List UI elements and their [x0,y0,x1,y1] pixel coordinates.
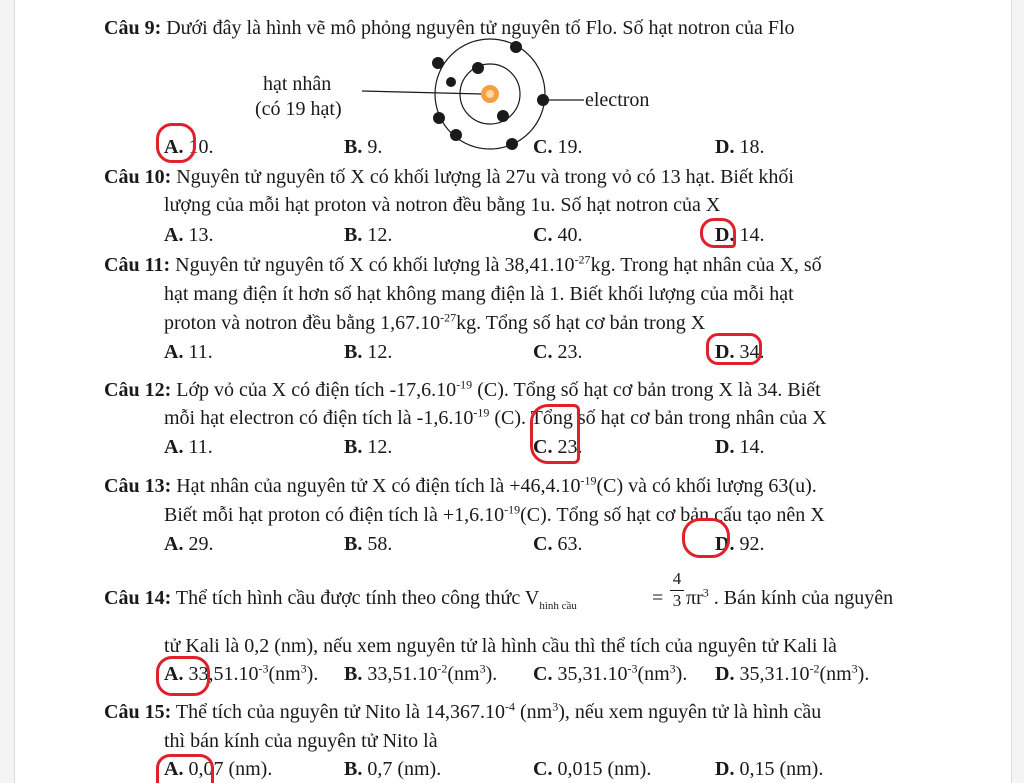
q11-option-c: C. 23. [533,341,583,363]
q14-option-d: D. $35,31.10^{-2}(nm^3)$. [715,661,870,685]
q13-option-b: B. 58. [344,533,393,555]
question-15-line2: thì bán kính của nguyên tử Nito là [164,730,438,752]
q11-option-a: A. 11. [164,341,213,363]
formula-tail: $\pi r^3$ . Bán kính của nguyên [686,585,894,609]
answer-mark-q15 [156,754,214,783]
q10-option-d: D. 14. [715,224,765,246]
electron-dot [472,62,484,74]
q12-option-a: A. 11. [164,436,213,458]
q9-option-d: D. 18. [715,136,765,158]
answer-mark-q12 [530,404,583,464]
electron-dot [537,94,549,106]
answer-mark-q9 [156,123,196,163]
q15-option-a: A. 0,07 (nm). [164,758,273,780]
electron-dot [433,112,445,124]
q15-option-d: D. 0,15 (nm). [715,758,824,780]
question-15: Câu 15: Thể tích của nguyên tử Nito là $14,367.10^{-4}$ $(nm^3)$, nếu xem nguyên tử là hình cầu [104,699,822,723]
electron-dot [497,110,509,122]
answer-mark-q11 [706,333,765,365]
nucleus-note: (có 19 hạt) [255,98,342,120]
q14-option-b: B. $33,51.10^{-2}(nm^3)$. [344,661,498,685]
q14-option-a: A. $33,51.10^{-3}(nm^3)$. [164,661,319,685]
question-9-text: Dưới đây là hình vẽ mô phỏng nguyên tử nguyên tố Flo. Số hạt notron của Flo [166,17,795,39]
q11-option-b: B. 12. [344,341,393,363]
formula-numerator: 4 [672,569,682,588]
q15-option-b: B. 0,7 (nm). [344,758,442,780]
q12-option-b: B. 12. [344,436,393,458]
question-12-line2: mỗi hạt electron có điện tích là $-1,6.10^{-19}$ (C). Tổng số hạt cơ bản trong nhân của X [164,405,827,429]
nucleus-label: hạt nhân [263,73,332,95]
question-9-label: Câu 9: [104,17,162,39]
electron-dot [506,138,518,150]
q9-option-c: C. 19. [533,136,583,158]
question-11-line2: hạt mang điện ít hơn số hạt không mang điện là 1. Biết khối lượng của mỗi hạt [164,283,794,305]
q14-option-c: C. $35,31.10^{-3}(nm^3)$. [533,661,688,685]
question-13-line2: Biết mỗi hạt proton có điện tích là $+1,6.10^{-19}(C)$. Tổng số hạt cơ bản cấu tạo nên X [164,502,825,526]
q9-option-b: B. 9. [344,136,383,158]
question-10: Câu 10: Nguyên tử nguyên tố X có khối lượng là 27u và trong vỏ có 13 hạt. Biết khối [104,166,794,188]
electron-dot [510,41,522,53]
q13-option-d: D. 92. [715,533,765,555]
q9-option-a: A. 10. [164,136,214,158]
q12-option-d: D. 14. [715,436,765,458]
q15-option-c: C. 0,015 (nm). [533,758,652,780]
electron-dot [450,129,462,141]
electron-label: electron [585,89,650,111]
question-13: Câu 13: Hạt nhân của nguyên tử X có điện tích là $+46,4.10^{-19}(C)$ và có khối lượng 63(u). [104,473,817,497]
answer-mark-q13 [682,518,730,558]
question-10-line2: lượng của mỗi hạt proton và notron đều bằng 1u. Số hạt notron của X [164,194,721,216]
q13-option-a: A. 29. [164,533,214,555]
question-11-line3: proton và notron đều bằng $1,67.10^{-27}kg$. Tổng số hạt cơ bản trong X [164,310,706,334]
question-14: Câu 14: Thể tích hình cầu được tính theo công thức $V_{hình cầu}$ [104,587,577,612]
q10-option-c: C. 40. [533,224,583,246]
question-12: Câu 12: Lớp vỏ của X có điện tích $-17,6.10^{-19}$ (C). Tổng số hạt cơ bản trong X là 34. Biết [104,377,821,401]
q10-option-a: A. 13. [164,224,214,246]
formula-denominator: 3 [672,591,682,610]
electron-dot [432,57,444,69]
electron-dot [446,77,456,87]
answer-mark-q14 [156,656,210,696]
q13-option-c: C. 63. [533,533,583,555]
q10-option-b: B. 12. [344,224,393,246]
question-11: Câu 11: Nguyên tử nguyên tố X có khối lượng là $38,41.10^{-27}kg$. Trong hạt nhân của X, số [104,252,822,276]
answer-mark-q10 [700,218,736,248]
q12-option-c: C. 23. [533,436,583,458]
formula-equals: = [652,587,664,609]
q11-option-d: D. 34. [715,341,765,363]
question-14-line2: tử Kali là 0,2 (nm), nếu xem nguyên tử là hình cầu thì thể tích của nguyên tử Kali là [164,635,837,657]
nucleus-pointer-line [362,91,482,94]
